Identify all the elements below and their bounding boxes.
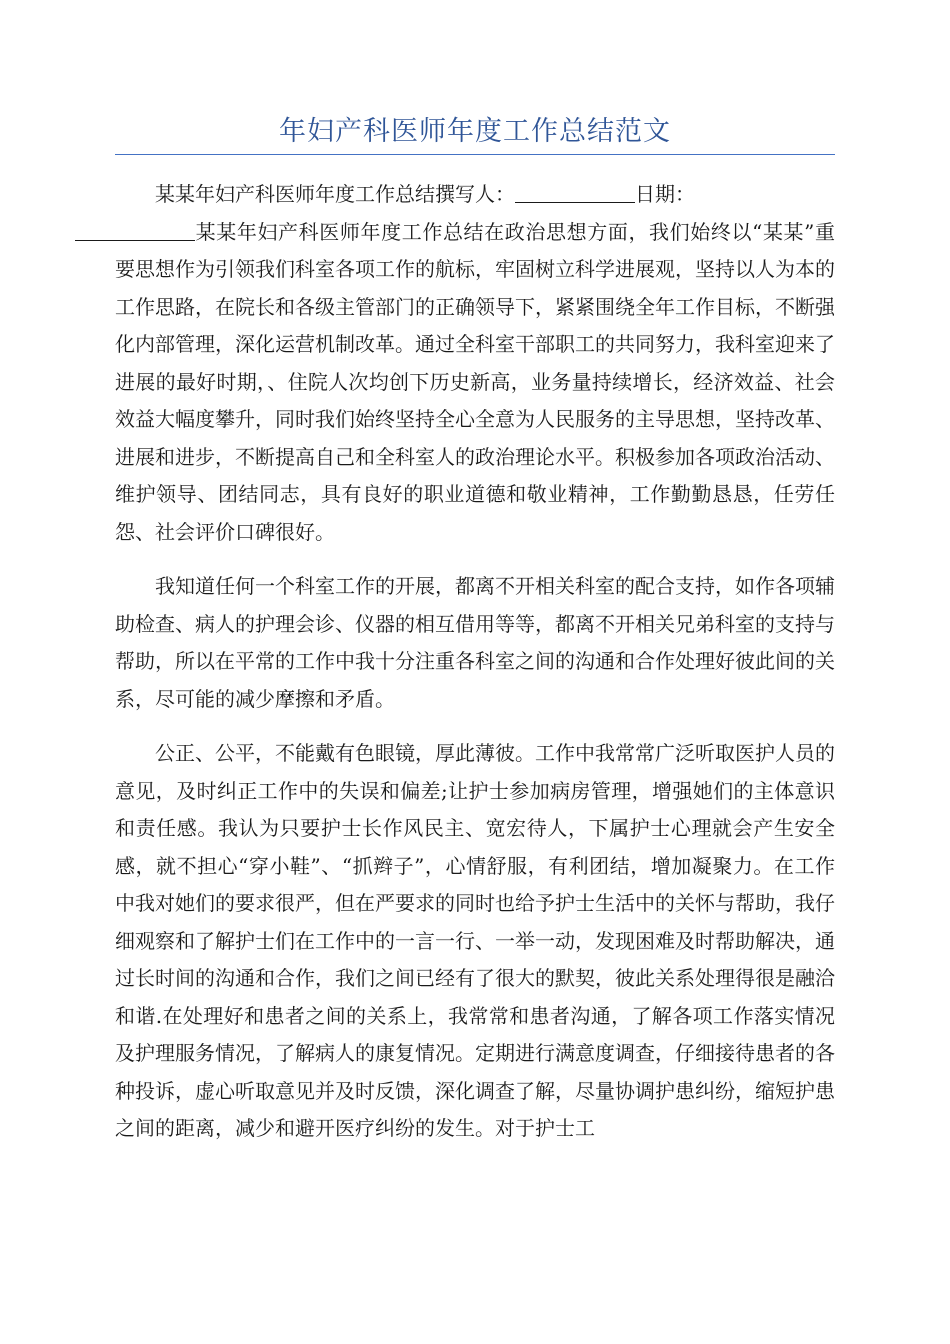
paragraph-2: 我知道任何一个科室工作的开展，都离不开相关科室的配合支持，如作各项辅助检查、病人的护理会诊、仪器的相互借用等等，都离不开相关兄弟科室的支持与帮助，所以在平常的工作中我十分注重各科室之间的沟通和合作处理好彼此间的关系，尽可能的减少摩擦和矛盾。 bbox=[115, 574, 835, 711]
paragraph-1 bbox=[115, 176, 835, 551]
date-blank bbox=[75, 220, 195, 241]
author-blank bbox=[515, 182, 635, 203]
date-label: 日期： bbox=[635, 182, 695, 206]
paragraph-1-text: 某某年妇产科医师年度工作总结在政治思想方面，我们始终以“某某”重要思想作为引领我们科室各项工作的航标，牢固树立科学进展观，坚持以人为本的工作思路，在院长和各级主管部门的正确领导下，紧紧围绕全年工作目标，不断强化内部管理，深化运营机制改革。通过全科室干部职工的共同努力，我科室迎来了进展的最好时期，、住院人次均创下历史新高，业务量持续增长，经济效益、社会效益大幅度攀升，同时我们始终坚持全心全意为人民服务的主导思想，坚持改革、进展和进步，不断提高自己和全科室人的政治理论水平。积极参加各项政治活动、维护领导、团结同志，具有良好的职业道德和敬业精神，工作勤勤恳恳，任劳任怨、社会评价口碑很好。 bbox=[115, 219, 835, 544]
title-underline bbox=[115, 154, 835, 155]
author-label: 某某年妇产科医师年度工作总结撰写人： bbox=[155, 182, 515, 206]
paragraph-3: 公正、公平，不能戴有色眼镜，厚此薄彼。工作中我常常广泛听取医护人员的意见，及时纠正工作中的失误和偏差;让护士参加病房管理，增强她们的主体意识和责任感。我认为只要护士长作风民主、宽宏待人，下属护士心理就会产生安全感，就不担心“穿小鞋”、“抓辫子”，心情舒服，有利团结，增加凝聚力。在工作中我对她们的要求很严，但在严要求的同时也给予护士生活中的关怀与帮助，我仔细观察和了解护士们在工作中的一言一行、一举一动，发现困难及时帮助解决，通过长时间的沟通和合作，我们之间已经有了很大的默契，彼此关系处理得很是融洽和谐.在处理好和患者之间的关系上，我常常和患者沟通，了解各项工作落实情况及护理服务情况，了解病人的康复情况。定期进行满意度调查，仔细接待患者的各种投诉，虚心听取意见并及时反馈，深化调查了解，尽量协调护患纠纷，缩短护患之间的距离，减少和避开医疗纠纷的发生。对于护士工 bbox=[115, 741, 835, 1140]
document-title: 年妇产科医师年度工作总结范文 bbox=[279, 116, 671, 147]
document-body bbox=[115, 176, 835, 1148]
